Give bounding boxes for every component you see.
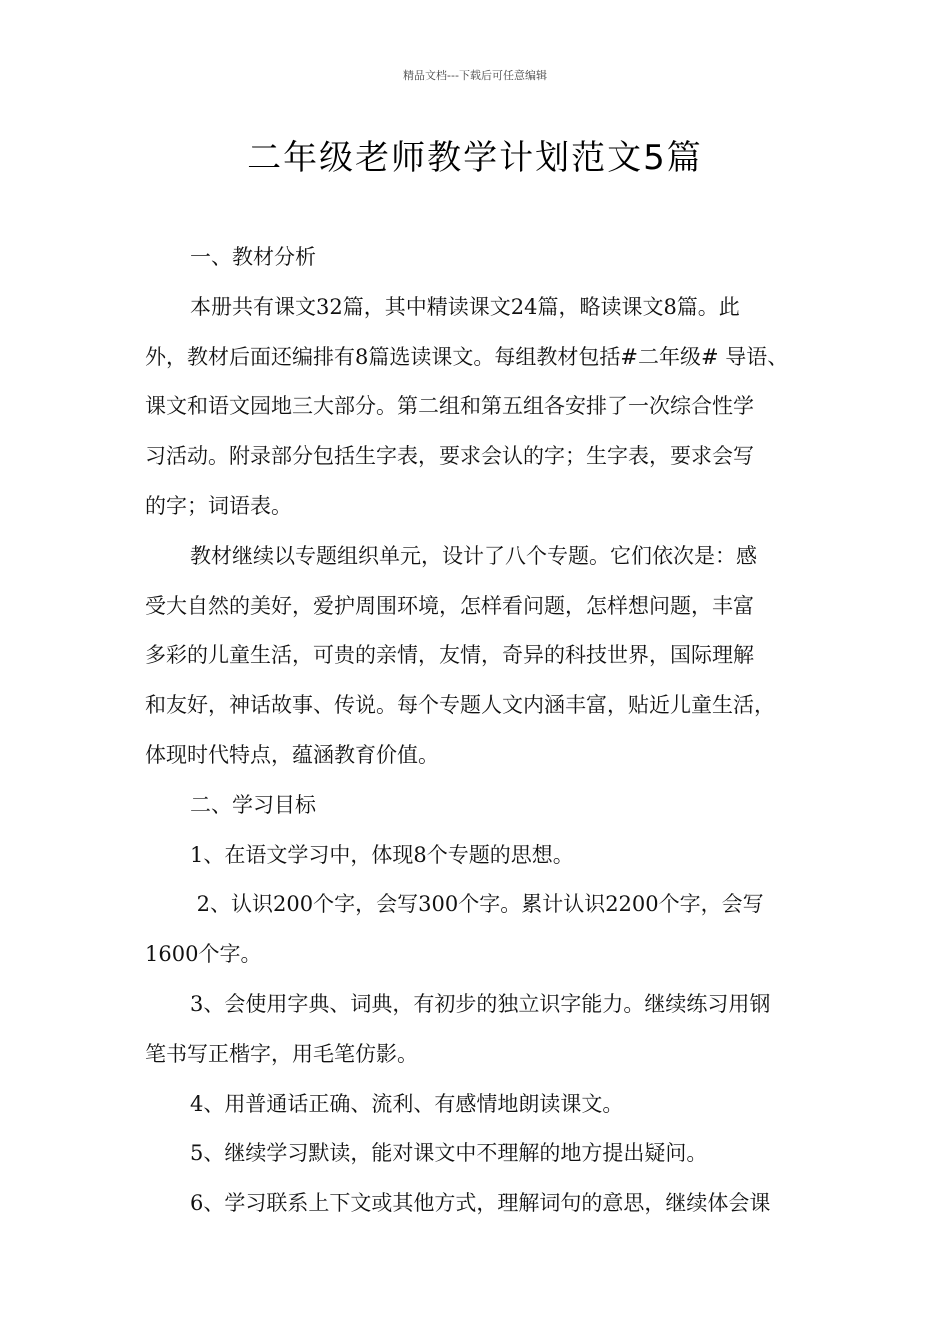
paragraph-line: 2、认识200个字，会写300个字。累计认识2200个字，会写 [190, 892, 764, 917]
goal-item-1: 1、在语文学习中，体现8个专题的思想。 [190, 842, 574, 867]
paragraph-line: 的字；词语表。 [145, 493, 292, 518]
paragraph-2 [145, 532, 825, 781]
paragraph-line: 教材继续以专题组织单元，设计了八个专题。它们依次是：感 [190, 543, 757, 568]
paragraph-line: 外，教材后面还编排有8篇选读课文。每组教材包括#二年级# 导语、 [145, 344, 789, 369]
goal-item-4: 4、用普通话正确、流利、有感情地朗读课文。 [190, 1091, 624, 1116]
paragraph-line: 多彩的儿童生活，可贵的亲情，友情，奇异的科技世界，国际理解 [145, 643, 754, 668]
header-note: 精品文档---下载后可任意编辑 [403, 69, 547, 82]
paragraph-line: 和友好，神话故事、传说。每个专题人文内涵丰富，贴近儿童生活， [145, 693, 775, 718]
goal-item-5: 5、继续学习默读，能对课文中不理解的地方提出疑问。 [190, 1141, 708, 1166]
goal-item-3 [145, 980, 825, 1080]
goal-item-6: 6、学习联系上下文或其他方式，理解词句的意思，继续体会课 [190, 1191, 771, 1216]
paragraph-line: 笔书写正楷字，用毛笔仿影。 [145, 1041, 418, 1066]
paragraph-line: 体现时代特点，蕴涵教育价值。 [145, 742, 439, 767]
section-heading-2: 二、学习目标 [190, 792, 316, 817]
paragraph-line: 1600个字。 [145, 942, 262, 967]
paragraph-line: 受大自然的美好，爱护周围环境，怎样看问题，怎样想问题，丰富 [145, 593, 754, 618]
paragraph-line: 课文和语文园地三大部分。第二组和第五组各安排了一次综合性学 [145, 394, 754, 419]
paragraph-line: 3、会使用字典、词典，有初步的独立识字能力。继续练习用钢 [190, 991, 771, 1016]
section-heading-1: 一、教材分析 [190, 245, 316, 269]
paragraph-line: 本册共有课文32篇，其中精读课文24篇，略读课文8篇。此 [190, 294, 740, 319]
paragraph-line: 习活动。附录部分包括生字表，要求会认的字；生字表，要求会写 [145, 444, 754, 469]
goal-item-2 [145, 880, 825, 980]
document-body [145, 233, 825, 1229]
page-title: 二年级老师教学计划范文5篇 [247, 138, 703, 178]
paragraph-1 [145, 283, 825, 532]
